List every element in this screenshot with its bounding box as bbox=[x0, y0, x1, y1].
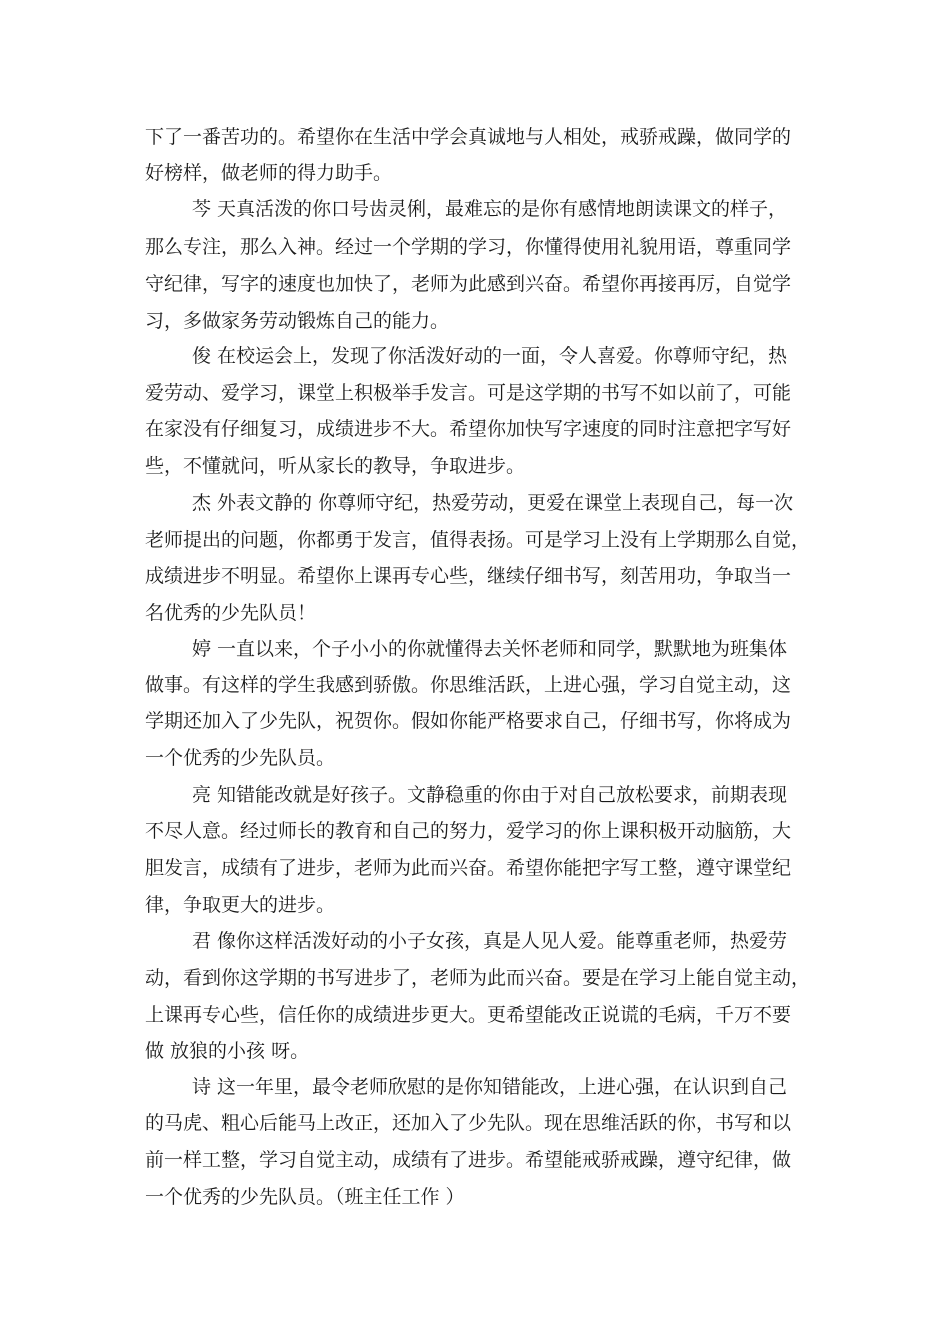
paragraph-start-line: 亮 知错能改就是好孩子。文静稳重的你由于对自己放松要求，前期表现 bbox=[192, 784, 788, 806]
paragraph-start-line: 俊 在校运会上，发现了你活泼好动的一面，令人喜爱。你尊师守纪，热 bbox=[192, 345, 788, 367]
text-line: 老师提出的问题，你都勇于发言，值得表扬。可是学习上没有上学期那么自觉， bbox=[145, 529, 810, 551]
text-line: 那么专注，那么入神。经过一个学期的学习，你懂得使用礼貌用语，尊重同学 bbox=[145, 236, 792, 258]
text-line: 做 放狼的小孩 呀。 bbox=[145, 1040, 310, 1062]
text-line: 习，多做家务劳动锻炼自己的能力。 bbox=[145, 310, 450, 332]
text-line: 一个优秀的少先队员。（班主任工作 ） bbox=[145, 1186, 465, 1208]
text-line: 守纪律，写字的速度也加快了，老师为此感到兴奋。希望你再接再厉，自觉学 bbox=[145, 273, 792, 295]
text-line: 上课再专心些，信任你的成绩进步更大。更希望能改正说谎的毛病，千万不要 bbox=[145, 1004, 792, 1026]
paragraph-start-line: 婷 一直以来，个子小小的你就懂得去关怀老师和同学，默默地为班集体 bbox=[192, 638, 788, 660]
text-line: 的马虎、粗心后能马上改正，还加入了少先队。现在思维活跃的你，书写和以 bbox=[145, 1112, 792, 1134]
text-line: 律，争取更大的进步。 bbox=[145, 894, 336, 916]
text-line: 不尽人意。经过师长的教育和自己的努力，爱学习的你上课积极开动脑筋，大 bbox=[145, 820, 792, 842]
text-line: 动，看到你这学期的书写进步了，老师为此而兴奋。要是在学习上能自觉主动， bbox=[145, 967, 810, 989]
text-line: 成绩进步不明显。希望你上课再专心些，继续仔细书写，刻苦用功，争取当一 bbox=[145, 565, 792, 587]
text-line: 一个优秀的少先队员。 bbox=[145, 747, 336, 769]
paragraph-start-line: 诗 这一年里，最令老师欣慰的是你知错能改，上进心强，在认识到自己 bbox=[192, 1076, 788, 1098]
text-line: 胆发言，成绩有了进步，老师为此而兴奋。希望你能把字写工整，遵守课堂纪 bbox=[145, 857, 792, 879]
paragraph-start-line: 杰 外表文静的 你尊师守纪，热爱劳动，更爱在课堂上表现自己，每一次 bbox=[192, 492, 794, 514]
paragraph-start-line: 君 像你这样活泼好动的小子女孩，真是人见人爱。能尊重老师，热爱劳 bbox=[192, 930, 788, 952]
text-line: 前一样工整，学习自觉主动，成绩有了进步。希望能戒骄戒躁，遵守纪律，做 bbox=[145, 1149, 792, 1171]
text-line: 学期还加入了少先队，祝贺你。假如你能严格要求自己，仔细书写，你将成为 bbox=[145, 710, 792, 732]
text-line: 下了一番苦功的。希望你在生活中学会真诚地与人相处，戒骄戒躁，做同学的 bbox=[145, 126, 792, 148]
text-line: 名优秀的少先队员！ bbox=[145, 602, 317, 624]
paragraph-start-line: 芩 天真活泼的你口号齿灵俐，最难忘的是你有感情地朗读课文的样子， bbox=[192, 198, 788, 220]
text-line: 做事。有这样的学生我感到骄傲。你思维活跃，上进心强，学习自觉主动，这 bbox=[145, 674, 792, 696]
text-line: 爱劳动、爱学习，课堂上积极举手发言。可是这学期的书写不如以前了，可能 bbox=[145, 382, 792, 404]
text-line: 些，不懂就问，听从家长的教导，争取进步。 bbox=[145, 455, 526, 477]
text-line: 在家没有仔细复习，成绩进步不大。希望你加快写字速度的同时注意把字写好 bbox=[145, 418, 792, 440]
text-line: 好榜样，做老师的得力助手。 bbox=[145, 162, 393, 184]
